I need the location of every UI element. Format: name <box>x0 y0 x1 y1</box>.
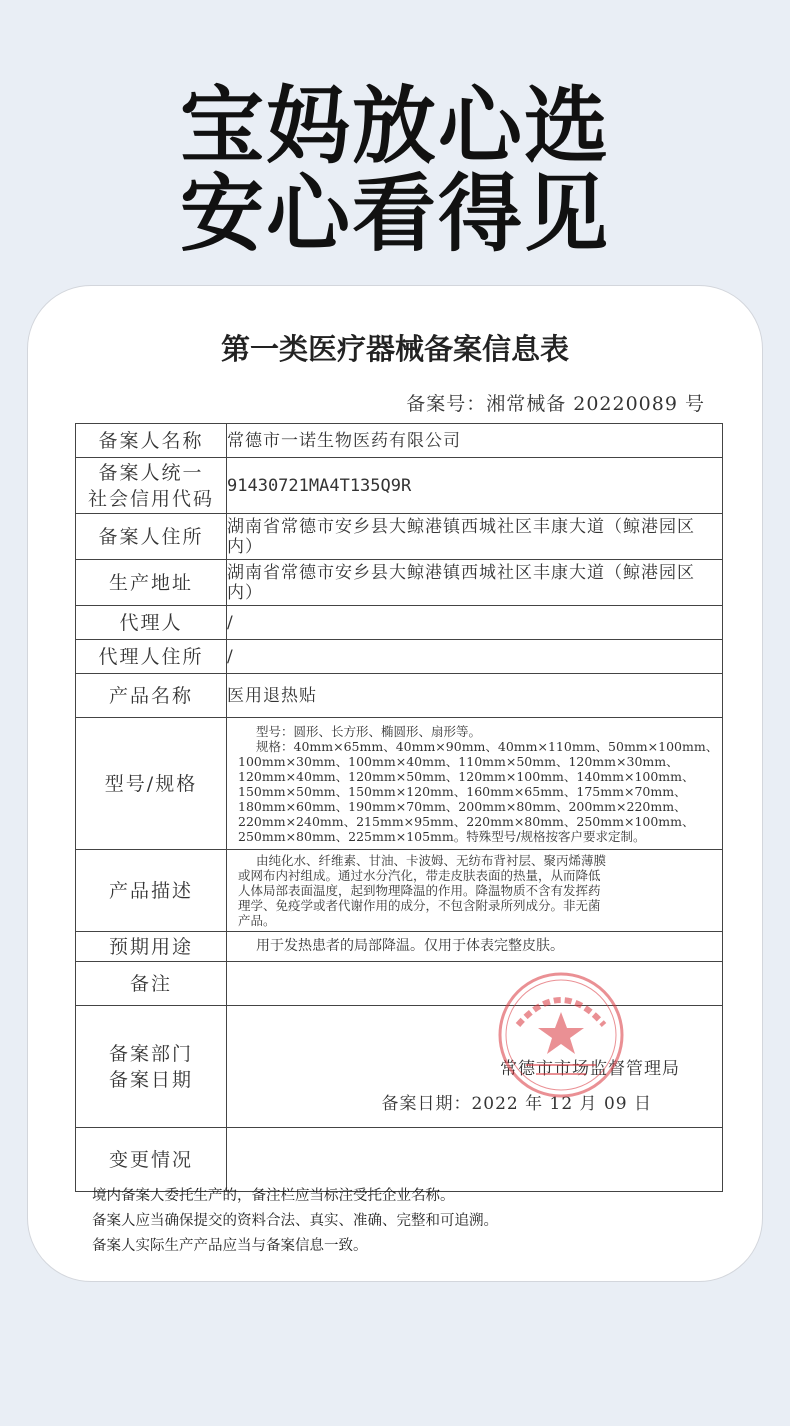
footnote: 备案人实际生产产品应当与备案信息一致。 <box>92 1238 368 1254</box>
value-remarks <box>227 962 723 1006</box>
label-remarks: 备注 <box>76 962 227 1006</box>
document-title: 第一类医疗器械备案信息表 <box>220 332 569 366</box>
label-agent-address: 代理人住所 <box>76 640 227 674</box>
label-product-name: 产品名称 <box>76 674 227 718</box>
label-product-description: 产品描述 <box>76 850 227 932</box>
value-changes <box>227 1128 723 1192</box>
spec-line: 120mm×40mm、120mm×50mm、120mm×100mm、140mm×100mm、 <box>238 768 695 784</box>
value-intended-use <box>227 932 723 962</box>
intended-use-text: 用于发热患者的局部降温。仅用于体表完整皮肤。 <box>256 938 564 954</box>
table-row <box>76 674 723 718</box>
spec-line: 250mm×80mm、225mm×105mm。特殊型号/规格按客户要求定制。 <box>238 828 646 844</box>
label-credit-code <box>76 458 227 514</box>
spec-line: 150mm×50mm、150mm×120mm、160mm×65mm、175mm×70mm、 <box>238 783 687 799</box>
table-row <box>76 640 723 674</box>
table-row <box>76 514 723 560</box>
value-agent: / <box>227 606 723 640</box>
label-agent: 代理人 <box>76 606 227 640</box>
value-registrant-name: 常德市一诺生物医药有限公司 <box>227 424 723 458</box>
table-row <box>76 932 723 962</box>
description-line: 或网布内衬组成。通过水分汽化，带走皮肤表面的热量，从而降低 <box>238 868 601 883</box>
value-product-description <box>227 850 723 932</box>
table-row <box>76 560 723 606</box>
footnotes <box>92 1184 498 1259</box>
table-row <box>76 606 723 640</box>
table-row <box>76 1128 723 1192</box>
value-credit-code: 91430721MA4T135Q9R <box>227 458 723 514</box>
label-department-line2: 备案日期 <box>108 1068 193 1091</box>
label-intended-use: 预期用途 <box>76 932 227 962</box>
value-department <box>227 1006 723 1128</box>
description-line: 人体局部表面温度，起到物理降温的作用。降温物质不含有发挥药 <box>238 883 601 898</box>
value-model-spec <box>227 718 723 850</box>
department-name: 常德市市场监督管理局 <box>500 1059 680 1079</box>
description-line: 产品。 <box>238 913 276 928</box>
value-registrant-address: 湖南省常德市安乡县大鲸港镇西城社区丰康大道（鲸港园区内） <box>227 514 723 560</box>
label-department-line1: 备案部门 <box>108 1042 193 1065</box>
value-production-address: 湖南省常德市安乡县大鲸港镇西城社区丰康大道（鲸港园区内） <box>227 560 723 606</box>
table-row <box>76 850 723 932</box>
value-product-name: 医用退热贴 <box>227 674 723 718</box>
description-line: 由纯化水、纤维素、甘油、卡波姆、无纺布背衬层、聚丙烯薄膜 <box>256 853 607 868</box>
headline-line-1: 宝妈放心选 <box>179 77 610 175</box>
headline-line-2: 安心看得见 <box>179 165 610 263</box>
table-row <box>76 718 723 850</box>
label-credit-code-line2: 社会信用代码 <box>87 487 214 510</box>
label-registrant-address: 备案人住所 <box>76 514 227 560</box>
filing-date: 备案日期：2022 年 12 月 09 日 <box>381 1094 652 1114</box>
label-production-address: 生产地址 <box>76 560 227 606</box>
table-row <box>76 424 723 458</box>
official-seal-icon <box>496 970 626 1100</box>
label-department <box>76 1006 227 1128</box>
label-registrant-name: 备案人名称 <box>76 424 227 458</box>
description-line: 理学、免疫学或者代谢作用的成分，不包含附录所列成分。非无菌 <box>238 898 601 913</box>
footnote: 境内备案人委托生产的，备注栏应当标注受托企业名称。 <box>92 1188 455 1204</box>
filing-number: 备案号：湘常械备 20220089 号 <box>406 393 705 415</box>
spec-line: 型号：圆形、长方形、椭圆形、扇形等。 <box>256 723 482 739</box>
spec-line: 220mm×240mm、215mm×95mm、220mm×80mm、250mm×100mm、 <box>238 813 695 829</box>
value-agent-address: / <box>227 640 723 674</box>
spec-line: 规格：40mm×65mm、40mm×90mm、40mm×110mm、50mm×100mm、 <box>256 738 719 754</box>
label-credit-code-line1: 备案人统一 <box>98 461 204 484</box>
spec-line: 180mm×60mm、190mm×70mm、200mm×80mm、200mm×220mm、 <box>238 798 687 814</box>
spec-line: 100mm×30mm、100mm×40mm、110mm×50mm、120mm×30mm、 <box>238 753 679 769</box>
footnote: 备案人应当确保提交的资料合法、真实、准确、完整和可追溯。 <box>92 1213 498 1229</box>
table-row <box>76 458 723 514</box>
label-model-spec: 型号/规格 <box>76 718 227 850</box>
label-changes: 变更情况 <box>76 1128 227 1192</box>
